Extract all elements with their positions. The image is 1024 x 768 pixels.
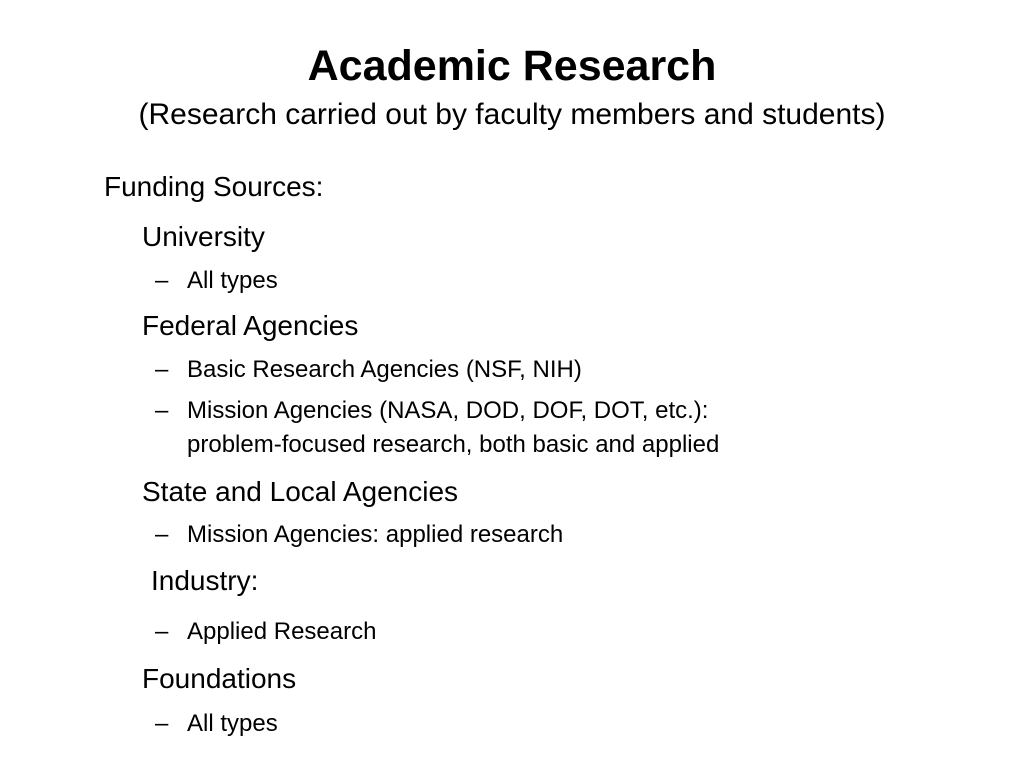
bullet-dash: – xyxy=(155,397,169,424)
industry-item-1: Applied Research xyxy=(187,618,377,645)
university-item-1: All types xyxy=(187,267,278,294)
slide-title: Academic Research xyxy=(307,42,717,90)
section-foundations-label: Foundations xyxy=(142,663,297,694)
section-federal-label: Federal Agencies xyxy=(142,310,359,341)
state-local-item-1: Mission Agencies: applied research xyxy=(187,521,564,548)
bullet-dash: – xyxy=(155,356,169,383)
slide-subtitle: (Research carried out by faculty members and students) xyxy=(138,98,886,131)
bullet-dash: – xyxy=(155,710,169,737)
section-industry-label: Industry: xyxy=(151,565,259,596)
federal-item-1: Basic Research Agencies (NSF, NIH) xyxy=(187,356,582,383)
bullet-dash: – xyxy=(155,267,169,294)
section-state-local-label: State and Local Agencies xyxy=(142,476,459,507)
federal-item-2-continued: problem-focused research, both basic and applied xyxy=(187,431,720,458)
section-university-label: University xyxy=(142,221,265,252)
funding-sources-heading: Funding Sources: xyxy=(104,171,324,202)
foundations-item-1: All types xyxy=(187,710,278,737)
bullet-dash: – xyxy=(155,618,169,645)
federal-item-2: Mission Agencies (NASA, DOD, DOF, DOT, etc.): xyxy=(187,397,709,424)
bullet-dash: – xyxy=(155,521,169,548)
